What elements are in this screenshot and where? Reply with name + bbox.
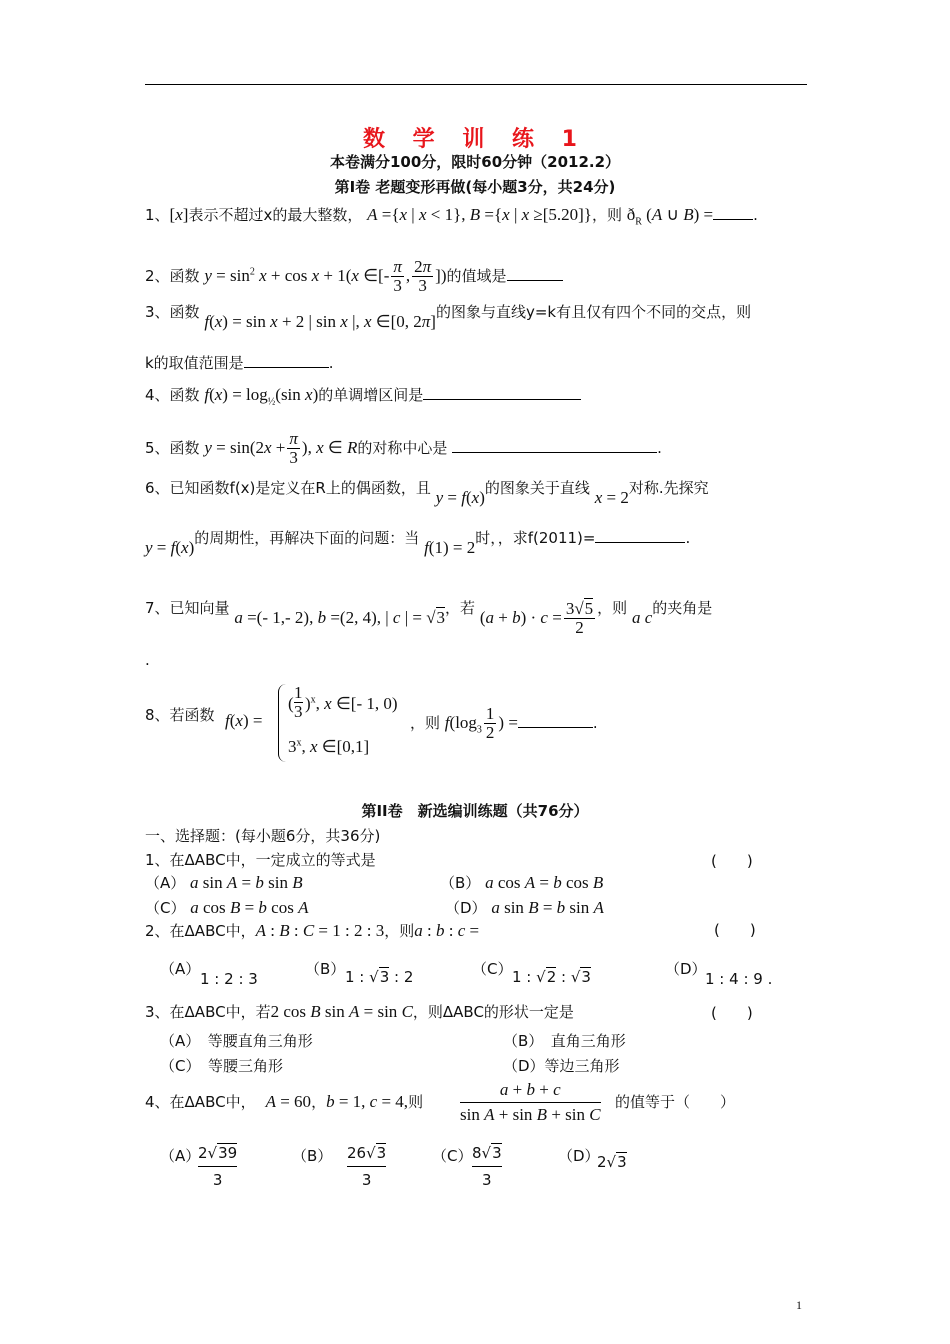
option-d-label: （D） [558,1147,600,1165]
document-page: 数 学 训 练 1 本卷满分100分，限时60分钟（2012.2） 第I卷 老题变形再做(每小题3分，共24分) 1、[x]表示不超过x的最大整数， A ={x | x < 1}, B ={x | x ≥[5.20]}，则 $ð_R$ (A ∪ B) = . 2、函数 $y = \sin^2 x + \cos x + 1(x$ ∈[- $\frac{\pi}{3}$ , $\frac{2\pi}{3}$ ])的值域是 3、函数 f(x) = sin x + 2 | sin x |, x ∈[0, 2π]的图象与直线y=k有且仅有四个不同的交点，则 k的取值范围是 . 4、函数 $f(x) = \log_{\frac{1}{2}}(\sin$ x)的单调增区间是 5、函数 y = sin(2x + $\frac{\pi}{3}$ ), x ∈ R的对称中心是 . 6、已知函数f(x)是定义在R上的偶函数，且 y = f(x)的图象关于直线 x = 2对称.先探究 y = f(x)的周期性，再解决下面的问题：当 f(1) = 2时，，求f(2011)= . 7、已知向量 a =(- 1,- 2), b =(2, 4), | c | = √3，若 (a + b) · c = $\frac{3√5}{2}$ ，则 a c的夹角是 . 8、若函数 f(x) = ( 1 3 )$^x$, x ∈[- 1, 0) 3$^x$, x ∈[0,1] ，则 $f(\log_3$ $\frac{1}{2}$ ) = . 第II卷 新选编训练题（共76分） 一、选择题：(每小题6分，共36分) 1、在ΔABC中，一定成立的等式是 ( ) （A） a sin A = b sin B （B） a cos A = b cos B （C） a cos B = b cos A （D） a sin B = b sin A 2、在ΔABC中，A : B : C = 1 : 2 : 3，则a : b : c = ( ) （A） 1 : 2 : 3 （B） 1 : √3 : 2 （C） 1 : √2 : √3 （D） 1 : 4 : 9 . 3、在ΔABC中，若2 cos B sin A = sin C，则ΔABC的形状一定是 ( ) （A） 等腰直角三角形 （B） 直角三角形 （C） 等腰三角形 （D）等边三角形 4、在ΔABC中， A = 60，b = 1, c = 4,则 a + b + c sin A + sin B + sin C 的值等于（ ） （A） 2√39 3 （B） 26√3 3 （C） 8√3 3 （D） 2√3 1 [0,0,950,1344]
option-d-label: （D） [665,960,707,978]
option-b: （B） 直角三角形 [503,1032,626,1050]
option-c-label: （C） [472,960,513,978]
question-3-line2: k的取值范围是 . [145,354,334,372]
question-5: 5、函数 y = sin(2x + $\frac{\pi}{3}$ ), x ∈ R的对称中心是 . [145,429,662,467]
mc-header: 一、选择题：(每小题6分，共36分) [145,827,381,845]
option-b-label: （B） [292,1147,333,1165]
question-1: 1、[x]表示不超过x的最大整数， A ={x | x < 1}, B ={x | x ≥[5.20]}，则 $ð_R$ (A ∪ B) = . [145,205,758,228]
option-a: 2√39 3 [198,1140,237,1193]
option-a: 1 : 2 : 3 [200,970,258,988]
section-part1-heading: 第I卷 老题变形再做(每小题3分，共24分) [334,178,616,196]
answer-blank [507,266,563,281]
answer-blank [452,438,657,453]
option-b-label: （B） [305,960,346,978]
question-7: 7、已知向量 a =(- 1,- 2), b =(2, 4), | c | = √3，若 (a + b) · c = $\frac{3√5}{2}$ ，则 a c的夹角是 [145,599,713,637]
mc-question-4: 4、在ΔABC中， A = 60，b = 1, c = 4,则 [145,1092,424,1111]
answer-blank [595,528,685,543]
option-b: （B） a cos A = b cos B [440,873,604,892]
option-d: 2√3 [597,1153,627,1171]
section-part2-heading: 第II卷 新选编训练题（共76分） [361,802,589,820]
question-2: 2、函数 $y = \sin^2 x + \cos x + 1(x$ ∈[- $\frac{\pi}{3}$ , $\frac{2\pi}{3}$ ])的值域是 [145,258,563,295]
header-rule [145,84,807,85]
q4-fraction: a + b + c sin A + sin B + sin C [460,1080,601,1124]
option-d: 1 : 4 : 9 . [705,970,773,988]
answer-blank [713,205,753,220]
option-c: （C） 等腰三角形 [160,1057,283,1075]
mc-question-1: 1、在ΔABC中，一定成立的等式是 [145,851,376,869]
option-b: 1 : √3 : 2 [345,968,414,986]
question-6: 6、已知函数f(x)是定义在R上的偶函数，且 y = f(x)的图象关于直线 x = 2对称.先探究 [145,479,709,507]
question-4: 4、函数 $f(x) = \log_{\frac{1}{2}}(\sin$ x)的单调增区间是 [145,385,581,412]
answer-paren: ( ) [711,852,753,870]
option-a: （A） a sin A = b sin B [145,873,303,892]
question-6-line2: y = f(x)的周期性，再解决下面的问题：当 f(1) = 2时，，求f(2011)= . [145,529,691,557]
answer-paren: ( ) [711,1004,753,1022]
page-subtitle: 本卷满分100分，限时60分钟（2012.2） [329,153,621,171]
option-b: 26√3 3 [347,1140,386,1193]
option-c: 8√3 3 [472,1140,502,1193]
option-c-label: （C） [432,1147,473,1165]
mc-question-2: 2、在ΔABC中，A : B : C = 1 : 2 : 3，则a : b : c = [145,921,480,940]
question-3: 3、函数 f(x) = sin x + 2 | sin x |, x ∈[0, 2π]的图象与直线y=k有且仅有四个不同的交点，则 [145,303,752,331]
option-a-label: （A） [160,960,201,978]
option-d: （D）等边三角形 [503,1057,620,1075]
option-a-label: （A） [160,1147,201,1165]
question-8: 8、若函数 [145,706,215,724]
option-c: （C） a cos B = b cos A [145,898,309,917]
piecewise-brace [278,684,287,762]
page-title: 数 学 训 练 1 [363,127,587,152]
mc-question-3: 3、在ΔABC中，若2 cos B sin A = sin C，则ΔABC的形状一定是 [145,1002,574,1021]
option-d: （D） a sin B = b sin A [445,898,604,917]
answer-paren: ( ) [714,921,756,939]
answer-blank [518,713,593,728]
option-a: （A） 等腰直角三角形 [160,1032,313,1050]
page-number: 1 [796,1298,802,1312]
answer-blank [244,353,329,368]
answer-blank [423,385,581,400]
question-7-line2: . [145,651,150,669]
option-c: 1 : √2 : √3 [512,968,591,986]
